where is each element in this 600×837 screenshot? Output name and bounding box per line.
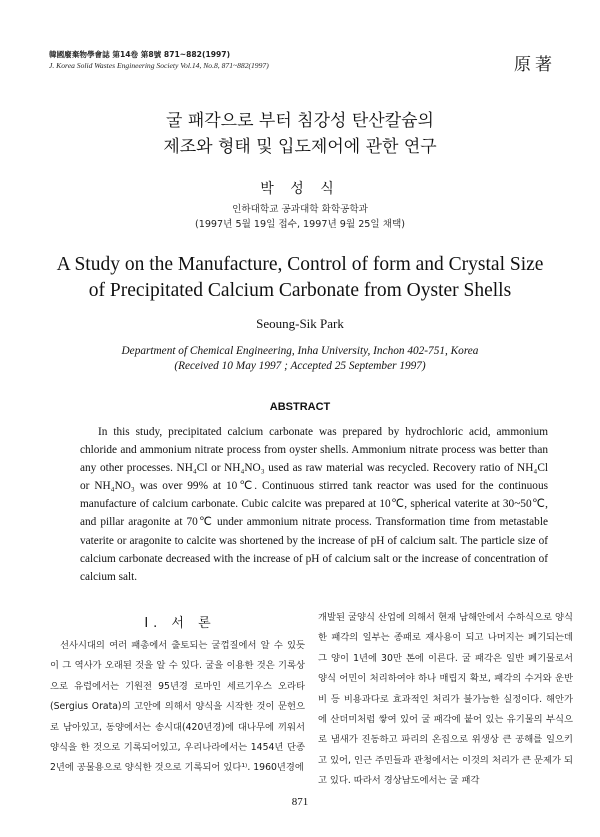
title-english-line1: A Study on the Manufacture, Control of form and Crystal Size bbox=[56, 254, 544, 275]
title-korean-line2: 제조와 형태 및 입도제어에 관한 연구 bbox=[163, 137, 437, 157]
received-dates-korean: (1997년 5월 19일 접수, 1997년 9월 25일 채택) bbox=[194, 219, 405, 230]
journal-header bbox=[49, 49, 269, 71]
affiliation-korean bbox=[0, 202, 600, 232]
journal-name-ko: 韓國廢棄物學會誌 第14卷 第8號 871~882(1997) bbox=[49, 50, 231, 59]
body-column-left: 선사시대의 여러 패총에서 출토되는 굴껍질에서 알 수 있듯이 그 역사가 오래된 것을 알 수 있다. 굴을 이용한 것은 기록상으로 유럽에서는 기원전 95년경 로마인 세르기우스 오라타(Sergius Orata)의 고안에 의해서 양식을 시작한 것이 문헌으로 남아있고, 동양에서는 송시대(420년경)에 대나무에 끼워서 양식을 한 것으로 기록되어있고, 우리나라에서는 1454년 단종 2년에 공물용으로 양식한 것으로 기록되어 있다¹⁾. 1960년경에 bbox=[50, 640, 305, 774]
body-column-right: 개발된 굴양식 산업에 의해서 현재 남해안에서 수하식으로 양식한 패각의 일부는 종패로 재사용이 되고 나머지는 폐기되는데 그 양이 1년에 30만 톤에 이른다. 굴 패각은 일반 폐기물로서 양식 어민이 처리하여야 하나 매립지 확보, 패각의 수거와 운반비 등 비용과다로 효과적인 처리가 불가능한 실정이다. 해안가에 산더미처럼 쌓여 있어 굴 패각에 붙어 있는 유기물의 부식으로 냄새가 진동하고 파리의 온집으로 위생상 큰 공해를 일으키고 있어, 인근 주민들과 관청에서는 이것의 처리가 큰 문제가 되고 있다. 따라서 경상남도에서는 굴 패각 bbox=[318, 612, 573, 787]
paper-type-tag: 原著 bbox=[514, 55, 556, 75]
section-heading-introduction: I. 서 론 bbox=[144, 616, 216, 631]
title-korean-line1: 굴 패각으로 부터 침강성 탄산칼슘의 bbox=[166, 111, 434, 131]
title-korean bbox=[0, 108, 600, 160]
journal-name-en: J. Korea Solid Wastes Engineering Society Vol.14, No.8, 871~882(1997) bbox=[49, 61, 269, 70]
affiliation-english-line1: Department of Chemical Engineering, Inha University, Inchon 402-751, Korea bbox=[121, 345, 479, 357]
title-english bbox=[0, 252, 600, 304]
abstract-heading: ABSTRACT bbox=[269, 401, 331, 413]
page-number: 871 bbox=[291, 796, 309, 808]
title-english-line2: of Precipitated Calcium Carbonate from Oyster Shells bbox=[88, 280, 512, 301]
author-korean: 박 성 식 bbox=[260, 181, 340, 197]
affiliation-english bbox=[0, 344, 600, 374]
received-dates-english: (Received 10 May 1997 ; Accepted 25 September 1997) bbox=[174, 360, 426, 372]
author-english: Seoung-Sik Park bbox=[256, 316, 344, 331]
affiliation-korean-line1: 인하대학교 공과대학 화학공학과 bbox=[232, 204, 368, 215]
abstract-body: In this study, precipitated calcium carbonate was prepared by hydrochloric acid, ammonium chloride and ammonium nitrate process from oyster shells. Ammonium nitrate process was better than any other processes. NH₄Cl or NH₄NO₃ used as raw material was recycled. Recovery ratio of NH₄Cl or NH₄NO₃ was over 99% at 10℃. Continuous stirred tank reactor was used for the continuous manufacture of calcium carbonate. Cubic calcite was prepared at 10℃, spherical vaterite at 30~50℃, and pillar aragonite at 70℃ under ammonium nitrate process. Transformation time from metastable vaterite or aragonite to calcite was shortened by the increase of pH of calcium salt. The particle size of calcium carbonate decreased with the increase of pH of calcium salt or the increase of concentration of calcium salt. bbox=[80, 426, 548, 583]
